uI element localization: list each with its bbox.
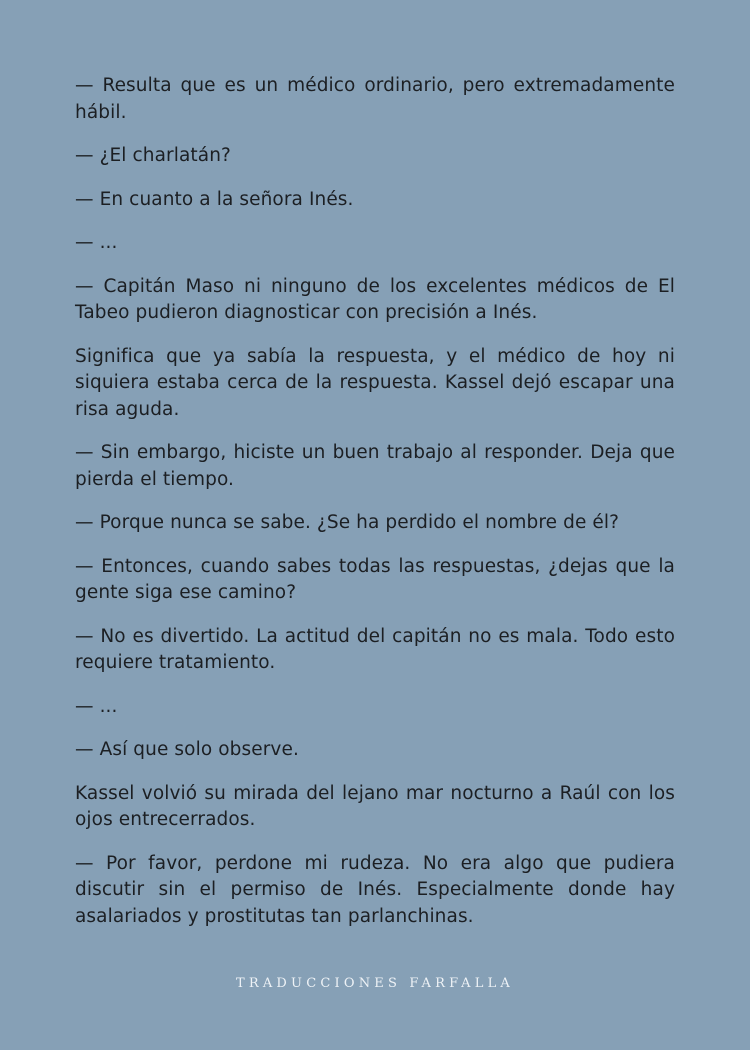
paragraph-5: — Capitán Maso ni ninguno de los excelentes médicos de El Tabeo pudieron diagnosticar con precisión a Inés. <box>75 275 675 323</box>
paragraph-12: — Así que solo observe. <box>75 739 299 760</box>
footer-credit: TRADUCCIONES FARFALLA <box>235 976 514 991</box>
paragraph-9: — Entonces, cuando sabes todas las respuestas, ¿dejas que la gente siga ese camino? <box>75 555 675 603</box>
paragraph-2: — ¿El charlatán? <box>75 145 231 166</box>
page-body <box>75 73 675 947</box>
paragraph-10: — No es divertido. La actitud del capitán no es mala. Todo esto requiere tratamiento. <box>75 625 675 673</box>
paragraph-7: — Sin embargo, hiciste un buen trabajo al responder. Deja que pierda el tiempo. <box>75 442 675 490</box>
paragraph-13: Kassel volvió su mirada del lejano mar nocturno a Raúl con los ojos entrecerrados. <box>75 782 675 830</box>
paragraph-8: — Porque nunca se sabe. ¿Se ha perdido el nombre de él? <box>75 512 620 533</box>
paragraph-14: — Por favor, perdone mi rudeza. No era algo que pudiera discutir sin el permiso de Inés. Especialmente donde hay asalariados y prostitutas tan parlanchinas. <box>75 852 675 927</box>
paragraph-11: — ... <box>75 695 118 717</box>
paragraph-6: Significa que ya sabía la respuesta, y el médico de hoy ni siquiera estaba cerca de la respuesta. Kassel dejó escapar una risa aguda. <box>75 345 675 420</box>
paragraph-4: — ... <box>75 232 118 253</box>
paragraph-1: — Resulta que es un médico ordinario, pero extremadamente hábil. <box>75 75 675 123</box>
paragraph-3: — En cuanto a la señora Inés. <box>75 188 354 210</box>
